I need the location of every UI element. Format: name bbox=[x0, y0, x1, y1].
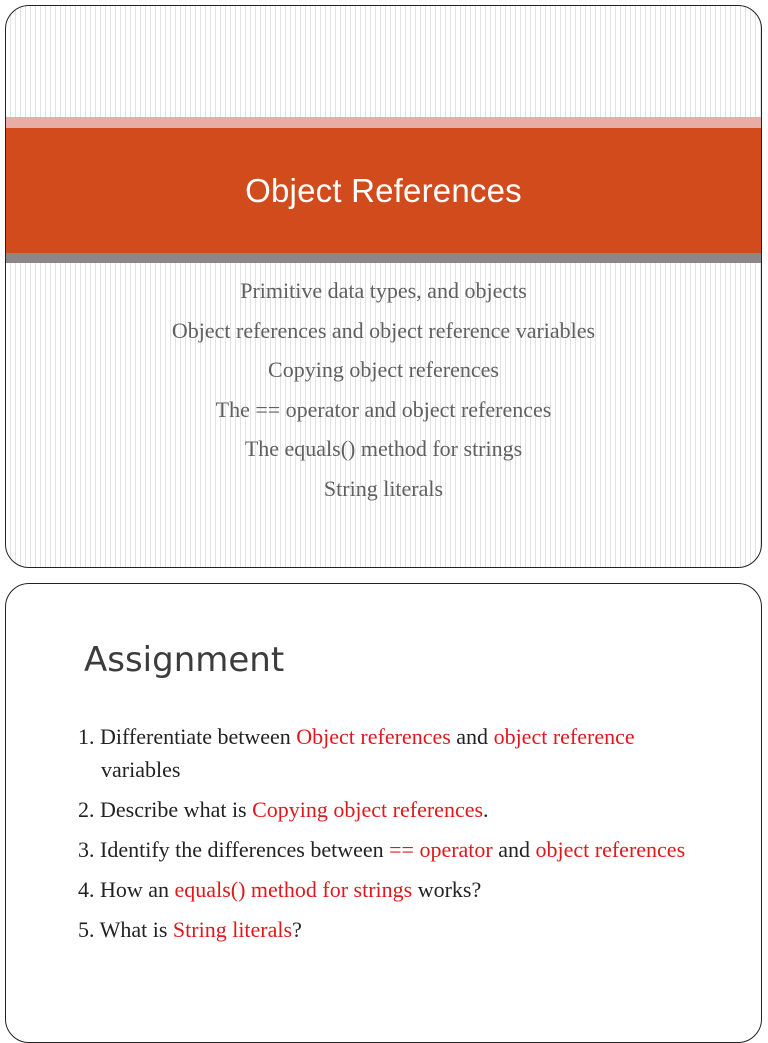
question-text: 5. What is bbox=[78, 917, 173, 942]
question-item bbox=[78, 833, 718, 866]
question-text: 1. Differentiate between bbox=[78, 724, 297, 749]
accent-strip-top bbox=[6, 117, 761, 128]
topic-item: Primitive data types, and objects bbox=[240, 278, 527, 303]
question-text: 4. How an bbox=[78, 877, 175, 902]
highlighted-term: object reference bbox=[493, 724, 635, 749]
question-item bbox=[78, 720, 718, 786]
question-text: . bbox=[483, 797, 489, 822]
question-text: and bbox=[450, 724, 494, 749]
question-text: variables bbox=[101, 757, 181, 782]
question-text: 3. Identify the differences between bbox=[78, 837, 390, 862]
question-text: ? bbox=[292, 917, 302, 942]
question-list bbox=[78, 720, 718, 953]
topic-item: String literals bbox=[323, 475, 444, 501]
question-text: 2. Describe what is bbox=[78, 797, 253, 822]
topic-item: The equals() method for strings bbox=[244, 436, 523, 462]
highlighted-term: object references bbox=[535, 837, 686, 862]
question-item bbox=[78, 873, 718, 906]
topic-list bbox=[6, 271, 761, 509]
accent-strip-bottom bbox=[6, 253, 761, 263]
highlighted-term: String literals bbox=[172, 917, 293, 942]
slide-title-topics bbox=[5, 5, 762, 568]
highlighted-term: Copying object references bbox=[252, 797, 484, 822]
question-text: works? bbox=[412, 877, 482, 902]
topic-item: Object references and object reference variables bbox=[171, 317, 596, 343]
slide-title: Object References bbox=[245, 171, 522, 209]
highlighted-term: == operator bbox=[389, 837, 493, 862]
question-item bbox=[78, 793, 718, 826]
topic-item: The == operator and object references bbox=[215, 396, 552, 422]
question-item bbox=[78, 913, 718, 946]
highlighted-term: equals() method for strings bbox=[174, 877, 413, 902]
title-band bbox=[6, 128, 761, 253]
slide-assignment bbox=[5, 583, 762, 1043]
topic-item: Copying object references bbox=[268, 357, 499, 383]
question-text: and bbox=[492, 837, 536, 862]
assignment-title: Assignment bbox=[84, 640, 285, 680]
highlighted-term: Object references bbox=[296, 724, 451, 749]
